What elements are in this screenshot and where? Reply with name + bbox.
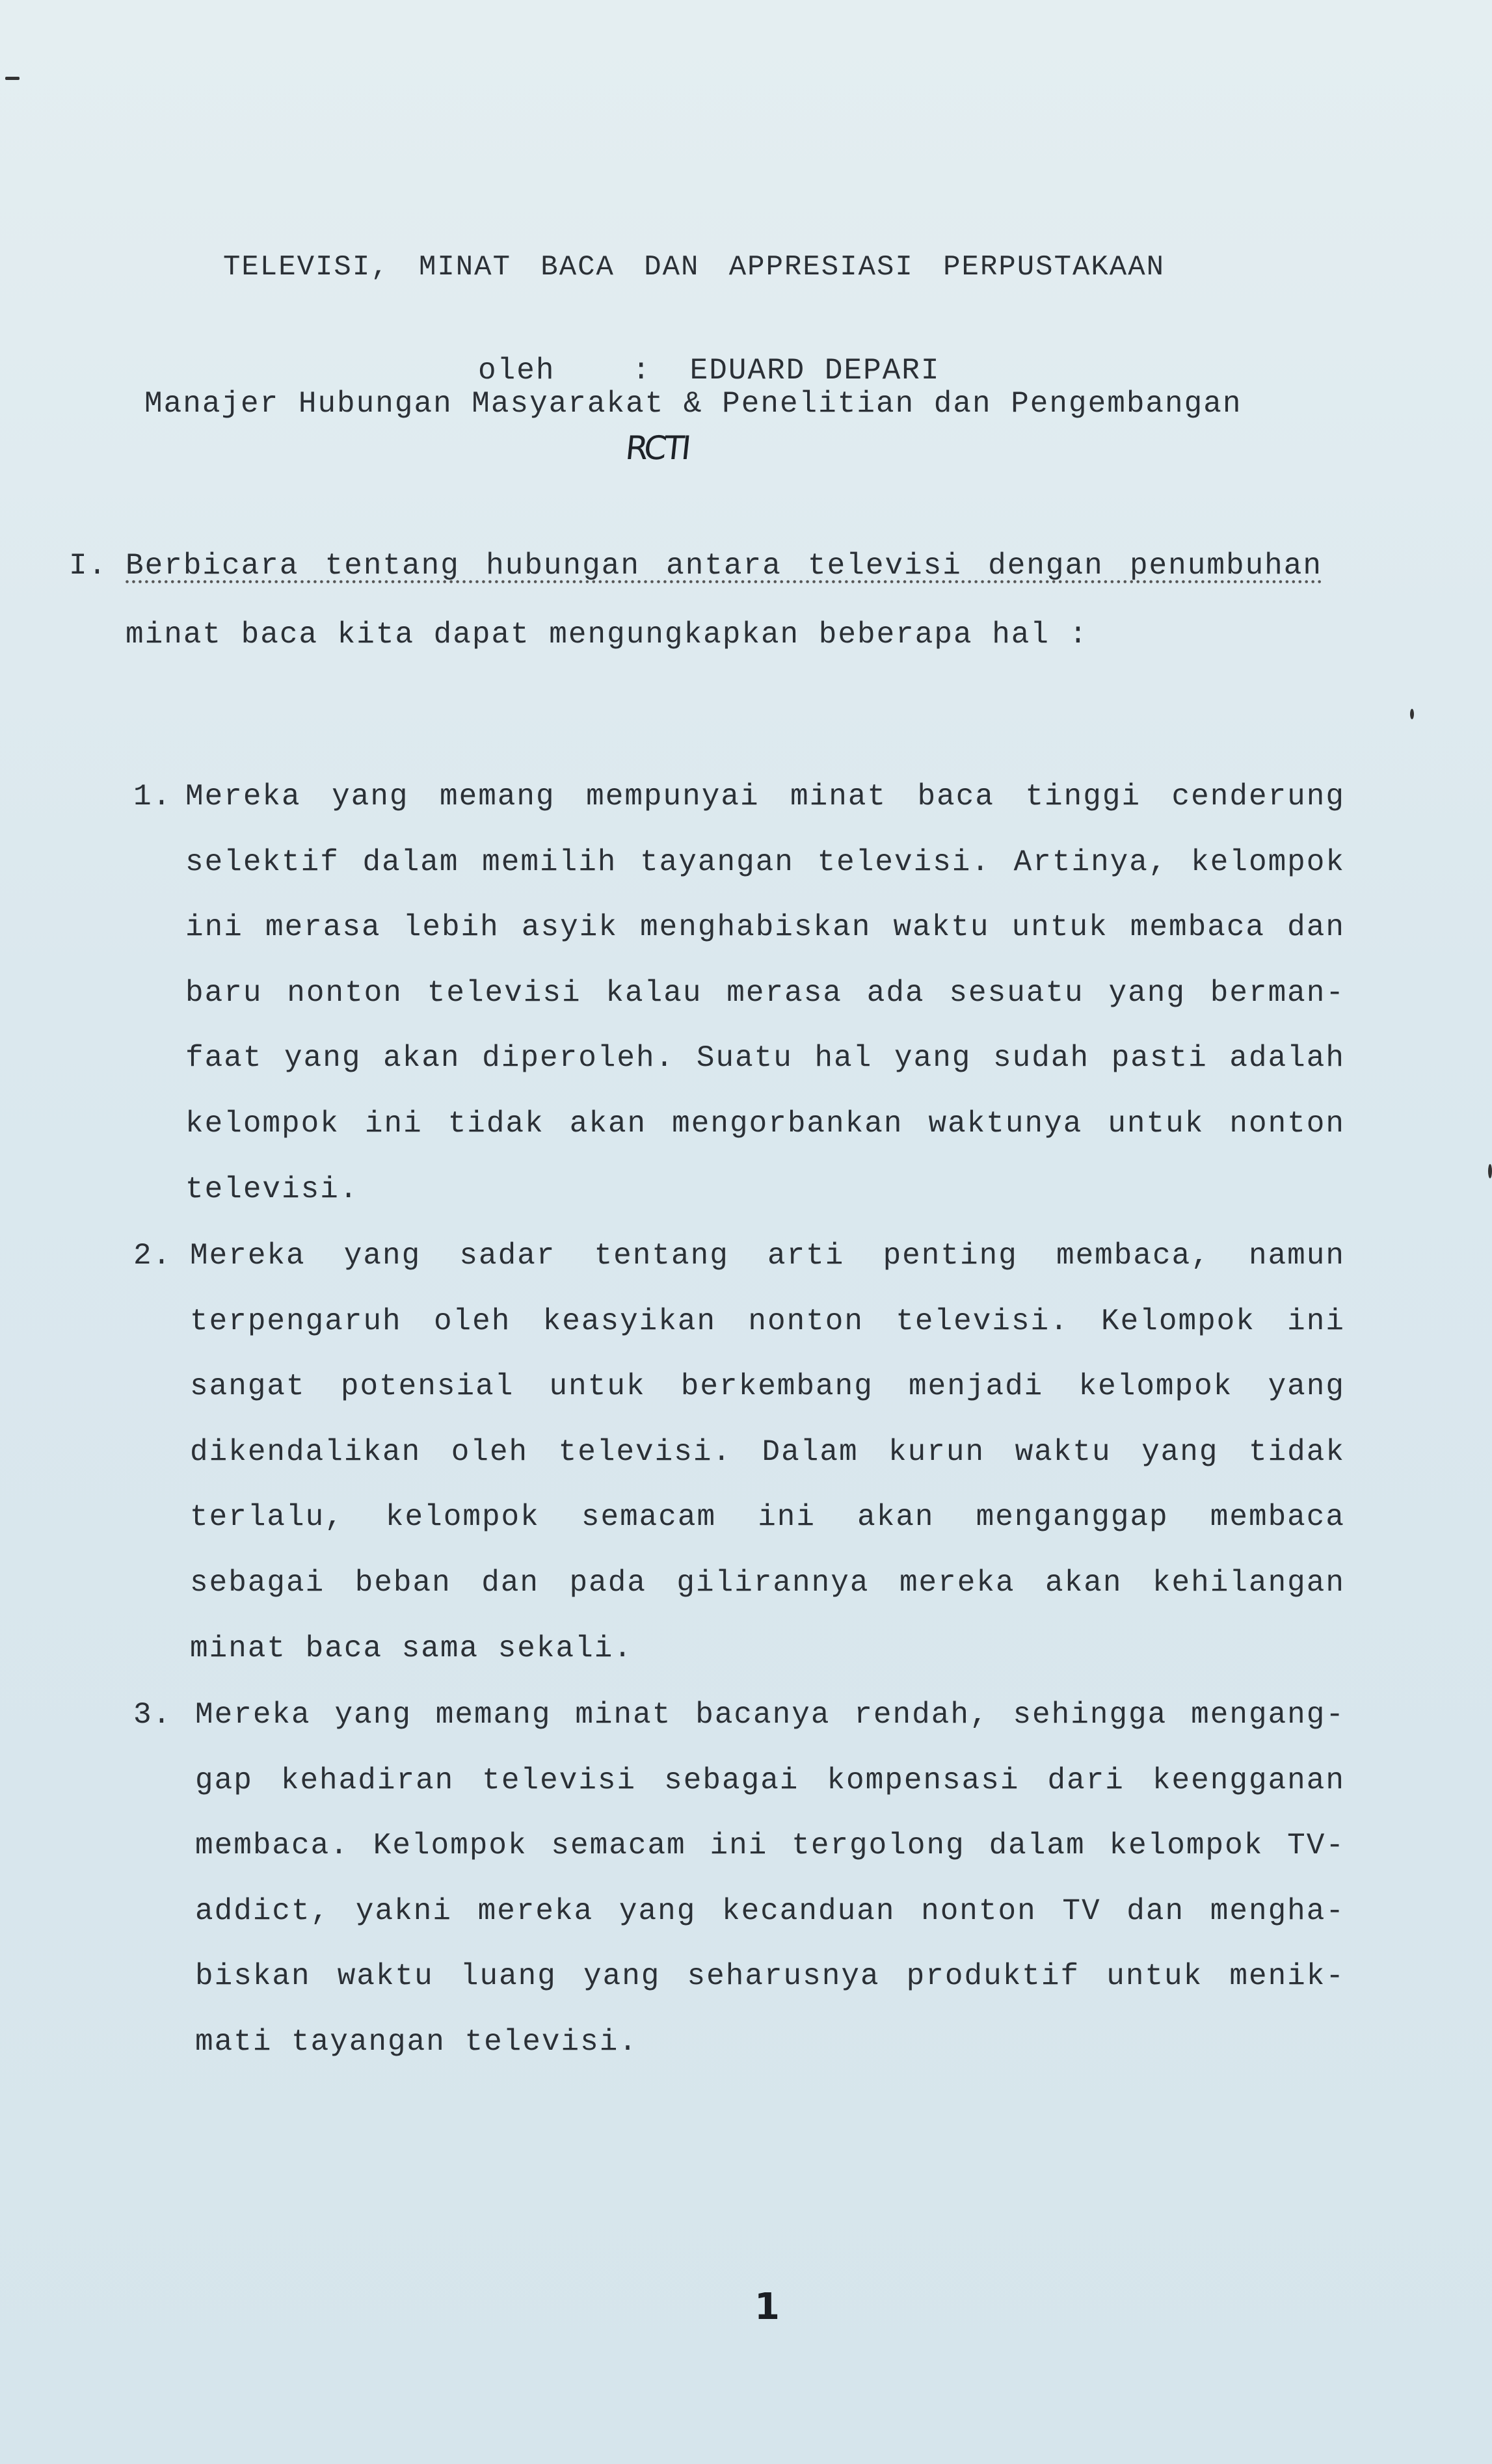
scan-mark xyxy=(1488,1164,1492,1178)
section-marker: I. xyxy=(69,549,108,583)
list-item-line: selektif dalam memilih tayangan televisi. Artinya, kelompok xyxy=(185,845,1345,879)
section-line: Berbicara tentang hubungan antara televisi dengan penumbuhan xyxy=(126,549,1322,583)
list-item-line: sangat potensial untuk berkembang menjadi kelompok yang xyxy=(190,1370,1345,1404)
section-line: minat baca kita dapat mengungkapkan beberapa hal : xyxy=(126,618,1089,652)
list-item-line: addict, yakni mereka yang kecanduan nonton TV dan mengha- xyxy=(195,1894,1345,1928)
list-item-line: terlalu, kelompok semacam ini akan menganggap membaca xyxy=(190,1500,1345,1535)
list-item-line: kelompok ini tidak akan mengorbankan waktunya untuk nonton xyxy=(185,1107,1345,1141)
handwritten-organization: RCTI xyxy=(623,429,691,467)
list-item-line: faat yang akan diperoleh. Suatu hal yang sudah pasti adalah xyxy=(185,1041,1345,1076)
list-item-line: sebagai beban dan pada gilirannya mereka akan kehilangan xyxy=(190,1566,1345,1600)
list-item-line: membaca. Kelompok semacam ini tergolong dalam kelompok TV- xyxy=(195,1829,1345,1863)
list-item-number: 1. xyxy=(133,780,172,814)
document-title: TELEVISI, MINAT BACA DAN APPRESIASI PERPUSTAKAAN xyxy=(223,251,1165,284)
list-item-line: Mereka yang memang minat bacanya rendah, sehingga mengang- xyxy=(195,1698,1345,1732)
list-item-line: Mereka yang sadar tentang arti penting membaca, namun xyxy=(190,1239,1345,1273)
author-line: oleh : EDUARD DEPARI xyxy=(478,354,940,388)
list-item-number: 3. xyxy=(133,1698,172,1732)
scan-mark xyxy=(5,77,20,80)
list-item-line: ini merasa lebih asyik menghabiskan waktu untuk membaca dan xyxy=(185,910,1345,945)
list-item-number: 2. xyxy=(133,1239,172,1273)
scan-mark xyxy=(1410,709,1414,719)
list-item-line: biskan waktu luang yang seharusnya produktif untuk menik- xyxy=(195,1959,1345,1994)
list-item-line: gap kehadiran televisi sebagai kompensasi dari keengganan xyxy=(195,1763,1345,1797)
page-number: 1 xyxy=(754,2286,780,2328)
list-item-line: mati tayangan televisi. xyxy=(195,2025,638,2059)
list-item-line: Mereka yang memang mempunyai minat baca tinggi cenderung xyxy=(185,780,1345,814)
list-item-line: baru nonton televisi kalau merasa ada sesuatu yang berman- xyxy=(185,975,1345,1010)
author-position: Manajer Hubungan Masyarakat & Penelitian dan Pengembangan xyxy=(144,387,1242,421)
list-item-line: minat baca sama sekali. xyxy=(190,1631,633,1665)
list-item-line: dikendalikan oleh televisi. Dalam kurun waktu yang tidak xyxy=(190,1435,1345,1469)
list-item-line: terpengaruh oleh keasyikan nonton televisi. Kelompok ini xyxy=(190,1304,1345,1338)
list-item-line: televisi. xyxy=(185,1172,359,1206)
